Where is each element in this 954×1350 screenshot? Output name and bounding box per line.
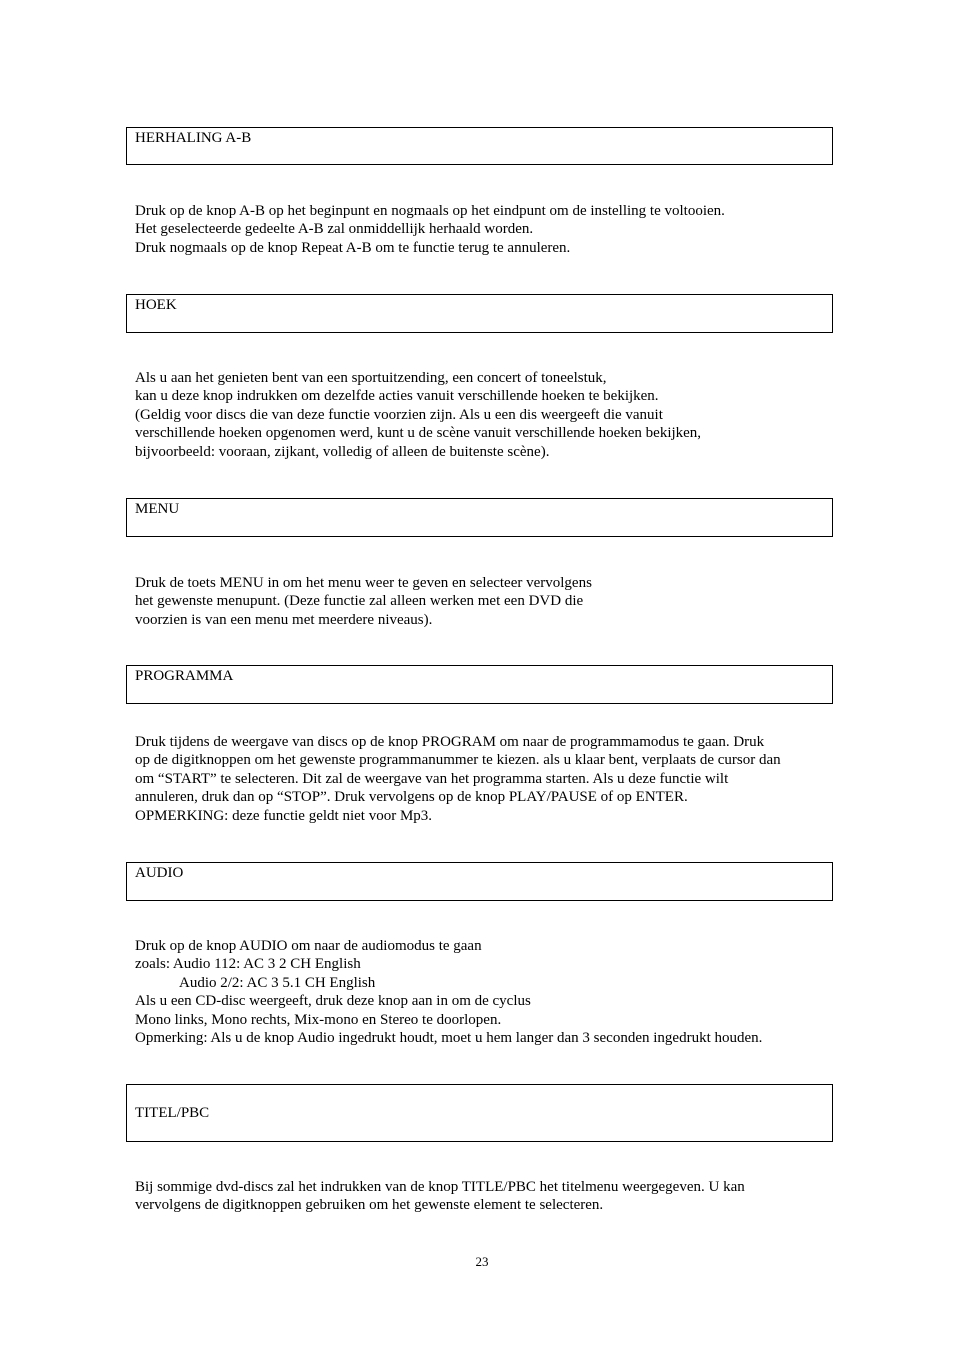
body-line: kan u deze knop indrukken om dezelfde acties vanuit verschillende hoeken te bekijken. — [135, 388, 659, 405]
section-heading-box-titel-pbc — [126, 1084, 833, 1142]
section-body-menu — [135, 574, 835, 629]
body-line: Druk tijdens de weergave van discs op de knop PROGRAM om naar de programmamodus te gaan. Druk — [135, 734, 765, 750]
body-line: Opmerking: Als u de knop Audio ingedrukt houdt, moet u hem langer dan 3 seconden ingedrukt houden. — [135, 1030, 763, 1047]
body-line: op de digitknoppen om het gewenste programmanummer te kiezen. als u klaar bent, verplaats de cursor dan — [135, 752, 781, 769]
section-heading-herhaling: HERHALING A-B — [135, 130, 252, 146]
section-heading-menu: MENU — [135, 501, 180, 517]
section-body-programma — [135, 733, 835, 825]
body-line: Druk de toets MENU in om het menu weer te geven en selecteer vervolgens — [135, 575, 592, 591]
section-body-hoek — [135, 369, 835, 461]
body-line: Als u een CD-disc weergeeft, druk deze knop aan in om de cyclus — [135, 993, 531, 1010]
section-heading-box-hoek — [126, 294, 833, 333]
body-line: vervolgens de digitknoppen gebruiken om het gewenste element te selecteren. — [135, 1197, 604, 1214]
body-line: verschillende hoeken opgenomen werd, kunt u de scène vanuit verschillende hoeken bekijken, — [135, 425, 702, 442]
body-line: het gewenste menupunt. (Deze functie zal alleen werken met een DVD die — [135, 593, 584, 610]
section-body-audio — [135, 937, 835, 1047]
body-line: Als u aan het genieten bent van een sportuitzending, een concert of toneelstuk, — [135, 370, 607, 386]
body-line: OPMERKING: deze functie geldt niet voor Mp3. — [135, 807, 433, 824]
body-line: Druk op de knop AUDIO om naar de audiomodus te gaan — [135, 938, 482, 954]
body-line: voorzien is van een menu met meerdere niveaus). — [135, 611, 433, 628]
body-line: Druk op de knop A-B op het beginpunt en nogmaals op het eindpunt om de instelling te voltooien. — [135, 203, 725, 219]
section-heading-box-menu — [126, 498, 833, 537]
section-heading-programma: PROGRAMMA — [135, 668, 234, 684]
section-heading-box-programma — [126, 665, 833, 704]
section-heading-box-audio — [126, 862, 833, 901]
body-line: bijvoorbeeld: vooraan, zijkant, volledig of alleen de buitenste scène). — [135, 443, 550, 460]
body-line: annuleren, druk dan op “STOP”. Druk vervolgens op de knop PLAY/PAUSE of op ENTER. — [135, 789, 688, 806]
body-line: Audio 2/2: AC 3 5.1 CH English — [179, 974, 376, 991]
body-line: Druk nogmaals op de knop Repeat A-B om te functie terug te annuleren. — [135, 239, 571, 256]
body-line: Mono links, Mono rechts, Mix-mono en Stereo te doorlopen. — [135, 1011, 502, 1028]
section-heading-hoek: HOEK — [135, 297, 177, 313]
body-line: Het geselecteerde gedeelte A-B zal onmiddellijk herhaald worden. — [135, 221, 534, 238]
section-body-titel-pbc — [135, 1178, 835, 1215]
section-heading-box-herhaling — [126, 127, 833, 165]
body-line: Bij sommige dvd-discs zal het indrukken van de knop TITLE/PBC het titelmenu weergegeven. U kan — [135, 1179, 745, 1195]
page-number: 23 — [475, 1254, 489, 1269]
section-heading-audio: AUDIO — [135, 865, 184, 881]
body-line: (Geldig voor discs die van deze functie voorzien zijn. Als u een dis weergeeft die vanuit — [135, 406, 663, 423]
section-body-herhaling — [135, 202, 835, 257]
section-heading-titel-pbc: TITEL/PBC — [135, 1105, 210, 1121]
body-line: zoals: Audio 112: AC 3 2 CH English — [135, 956, 361, 973]
body-line: om “START” te selecteren. Dit zal de weergave van het programma starten. Als u deze functie wilt — [135, 770, 729, 787]
